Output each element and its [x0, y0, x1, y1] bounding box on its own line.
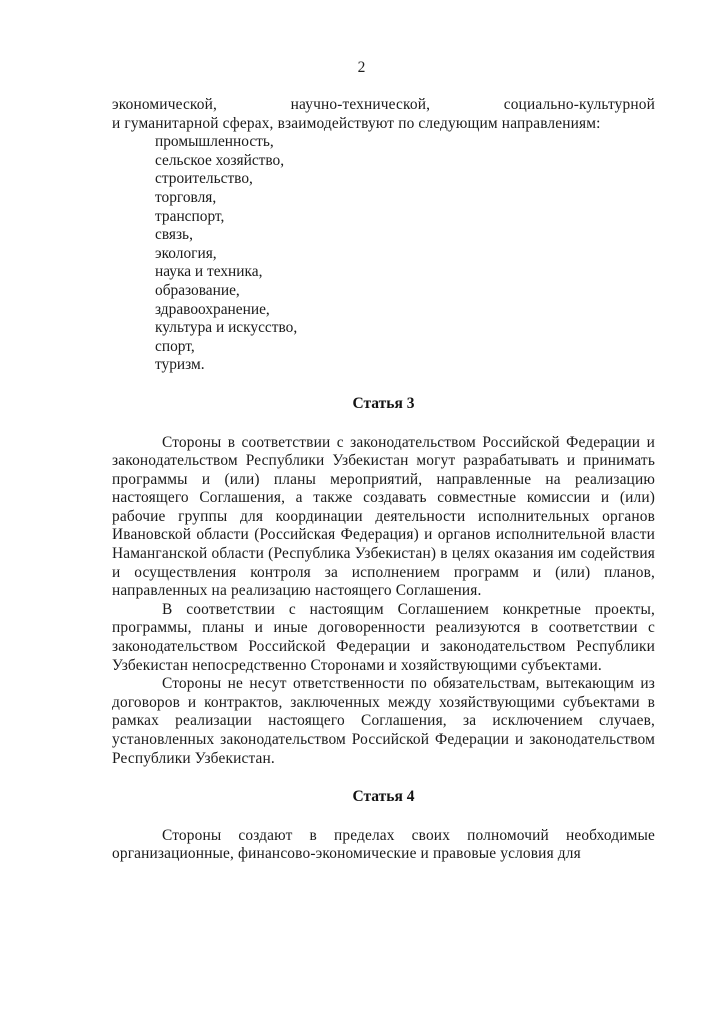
sector-list [112, 133, 655, 375]
list-item: образование, [155, 281, 240, 299]
article-heading-3: Статья 3 [352, 394, 415, 412]
list-item: спорт, [155, 337, 195, 355]
opening-paragraph-line-1: экономической, научно-технической, социально-культурной [112, 96, 655, 113]
page-content [112, 96, 655, 864]
opening-paragraph [112, 96, 655, 133]
heading-spacer [112, 807, 655, 827]
article-4-paragraph-1: Стороны создают в пределах своих полномочий необходимые организационные, финансово-экономические и правовые условия для [112, 826, 655, 863]
list-item: наука и техника, [155, 263, 263, 281]
list-item: туризм. [155, 356, 205, 374]
heading-spacer [112, 768, 655, 788]
list-item: сельское хозяйство, [155, 151, 285, 169]
article-3-paragraph-3: Стороны не несут ответственности по обязательствам, вытекающим из договоров и контрактов, заключенных между хозяйствующими субъектами в рамках реализации настоящего Соглашения, за исключением случаев, установленных законодательством Российской Федерации и законодательством Республики Узбекистан. [112, 675, 655, 767]
heading-spacer [112, 414, 655, 434]
list-item: связь, [155, 226, 193, 244]
list-item: торговля, [155, 188, 217, 206]
list-item: промышленность, [155, 133, 274, 151]
list-item: здравоохранение, [155, 300, 270, 318]
list-item: транспорт, [155, 207, 225, 225]
heading-spacer [112, 375, 655, 395]
list-item: культура и искусство, [155, 319, 298, 337]
opening-paragraph-line-2: и гуманитарной сферах, взаимодействуют по следующим направлениям: [112, 114, 601, 132]
article-heading-4: Статья 4 [352, 788, 415, 806]
article-3-paragraph-2: В соответствии с настоящим Соглашением конкретные проекты, программы, планы и иные договоренности реализуются в соответствии с законодательством Российской Федерации и законодательством Республики Узбекистан непосредственно Сторонами и хозяйствующими субъектами. [112, 600, 655, 674]
list-item: строительство, [155, 170, 253, 188]
list-item: экология, [155, 244, 217, 262]
page-number: 2 [357, 59, 366, 76]
article-3-paragraph-1: Стороны в соответствии с законодательством Российской Федерации и законодательством Республики Узбекистан могут разрабатывать и принимать программы и (или) планы мероприятий, направленные на реализацию настоящего Соглашения, а также создавать совместные комиссии и (или) рабочие группы для координации деятельности исполнительных органов Ивановской области (Российская Федерация) и органов исполнительной власти Наманганской области (Республика Узбекистан) в целях оказания им содействия и осуществления контроля за исполнением программ и (или) планов, направленных на реализацию настоящего Соглашения. [112, 433, 655, 600]
